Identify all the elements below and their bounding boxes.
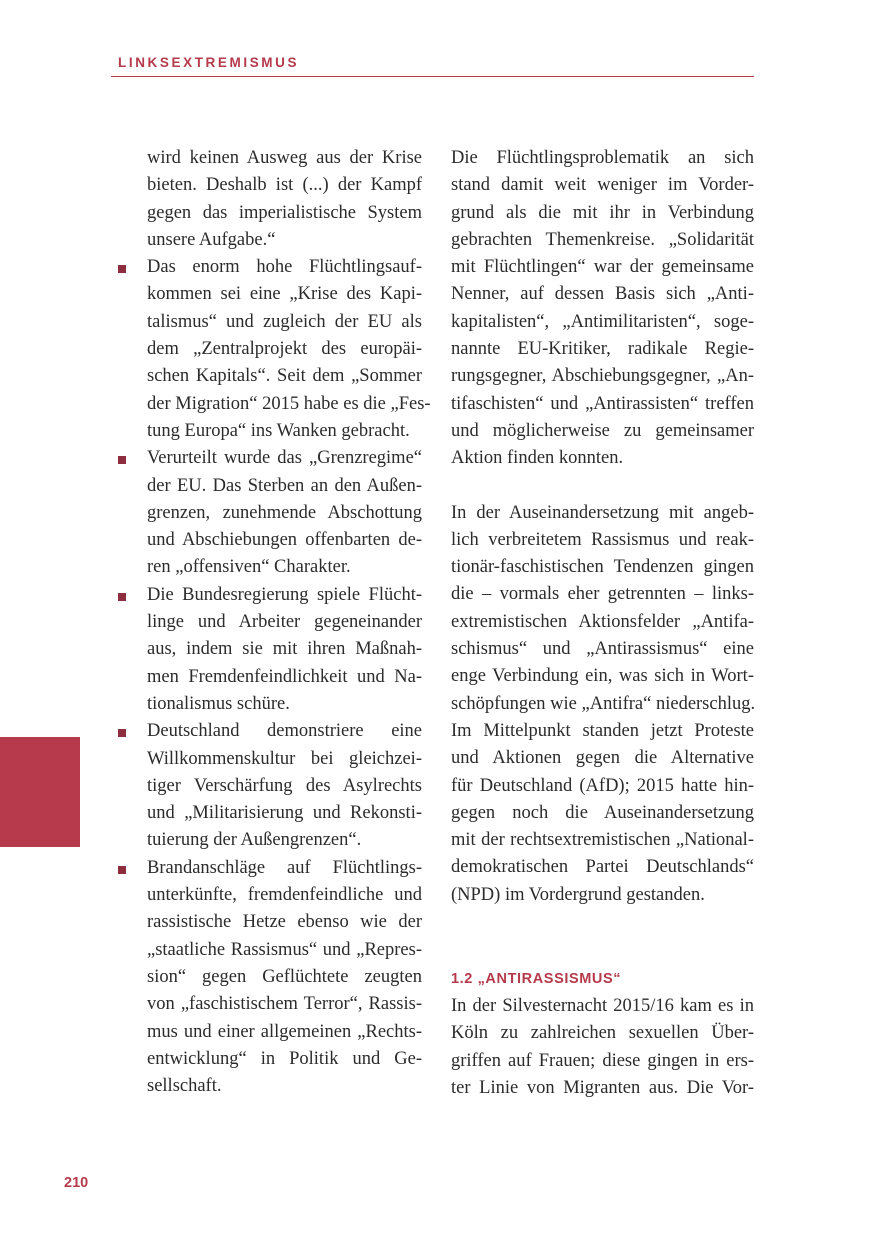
text-line: kapitalisten“, „Antimilitaristen“, soge- xyxy=(451,311,754,332)
bullet-item xyxy=(147,445,422,581)
text-line: und Aktionen gegen die Alternative xyxy=(451,748,754,769)
text-line: Die Bundesregierung spiele Flücht- xyxy=(147,582,422,609)
text-line: enge Verbindung ein, was sich in Wort- xyxy=(451,666,754,687)
text-line: demokratischen Partei Deutschlands“ xyxy=(451,857,754,878)
chapter-side-tab xyxy=(0,737,80,847)
text-line: extremistischen Aktionsfelder „Antifa- xyxy=(451,611,754,632)
text-line: (NPD) im Vordergrund gestanden. xyxy=(451,884,705,905)
text-line: kommen sei eine „Krise des Kapi- xyxy=(147,284,422,305)
text-line: tifaschisten“ und „Antirassisten“ treffen xyxy=(451,393,754,414)
running-head-title: LINKSEXTREMISMUS xyxy=(118,55,300,70)
text-line: von „faschistischem Terror“, Rassis- xyxy=(147,994,422,1015)
text-line: grund als die mit ihr in Verbindung xyxy=(451,202,754,223)
text-line: grenzen, zunehmende Abschottung xyxy=(147,502,422,523)
page-number: 210 xyxy=(64,1175,89,1191)
text-line: ren „offensiven“ Charakter. xyxy=(147,557,351,578)
text-line: aus, indem sie mit ihren Maßnah- xyxy=(147,639,422,660)
text-line: für Deutschland (AfD); 2015 hatte hin- xyxy=(451,775,754,796)
text-line: Nenner, auf dessen Basis sich „Anti- xyxy=(451,284,754,305)
text-line: gebrachten Themenkreise. „Solidarität xyxy=(451,229,754,250)
text-line: Die Flüchtlingsproblematik an sich xyxy=(451,148,754,168)
text-line: rassistische Hetze ebenso wie der xyxy=(147,912,422,933)
text-line: ter Linie von Migranten aus. Die Vor- xyxy=(451,1077,754,1098)
text-line: tuierung der Außengrenzen“. xyxy=(147,830,362,851)
text-line: stand damit weit weniger im Vorder- xyxy=(451,175,754,196)
text-line: Aktion finden konnten. xyxy=(451,448,624,469)
text-line: mus und einer allgemeinen „Rechts- xyxy=(147,1021,422,1042)
continuation-paragraph xyxy=(147,145,422,254)
text-line: griffen auf Frauen; diese gingen in ers- xyxy=(451,1050,754,1071)
text-line: lich verbreitetem Rassismus und reak- xyxy=(451,529,754,550)
text-line: und „Militarisierung und Rekonsti- xyxy=(147,803,422,824)
text-line: schismus“ und „Antirassismus“ eine xyxy=(451,639,754,660)
text-line: Im Mittelpunkt standen jetzt Proteste xyxy=(451,720,754,741)
text-line: und möglicherweise zu gemeinsamer xyxy=(451,420,754,441)
text-line: der EU. Das Sterben an den Außen- xyxy=(147,475,422,496)
bullet-item xyxy=(147,582,422,718)
bullet-item xyxy=(147,718,422,854)
paragraph xyxy=(451,500,754,909)
text-line: sion“ gegen Geflüchtete zeugten xyxy=(147,966,422,987)
text-line: rungsgegner, Abschiebungsgegner, „An- xyxy=(451,366,754,387)
text-line: wird keinen Ausweg aus der Krise xyxy=(147,148,422,168)
text-line: die – vormals eher getrennten – links- xyxy=(451,584,754,605)
bullet-marker-icon xyxy=(118,456,126,464)
text-line: der Migration“ 2015 habe es die „Fes- xyxy=(147,393,431,414)
text-line: Brandanschläge auf Flüchtlings- xyxy=(147,855,422,882)
left-column xyxy=(147,145,431,1100)
text-line: „staatliche Rassismus“ und „Repres- xyxy=(147,939,422,960)
text-line: tiger Verschärfung des Asylrechts xyxy=(147,775,422,796)
text-line: schöpfungen wie „Antifra“ niederschlug. xyxy=(451,693,756,714)
text-line: Willkommenskultur bei gleichzei- xyxy=(147,748,422,769)
paragraph xyxy=(451,145,754,473)
text-line: Köln zu zahlreichen sexuellen Über- xyxy=(451,1023,754,1044)
text-line: linge und Arbeiter gegeneinander xyxy=(147,612,422,633)
paragraph-gap xyxy=(451,473,754,500)
text-line: tionalismus schüre. xyxy=(147,693,290,714)
bullet-item xyxy=(147,855,422,1101)
text-line: Das enorm hohe Flüchtlingsauf- xyxy=(147,254,422,281)
paragraph xyxy=(451,993,754,1102)
header-rule xyxy=(111,76,754,77)
text-line: sellschaft. xyxy=(147,1076,222,1097)
right-column xyxy=(451,145,754,1102)
section-heading: 1.2 „ANTIRASSISMUS“ xyxy=(451,971,622,988)
text-line: tionär-faschistischen Tendenzen gingen xyxy=(451,557,754,578)
bullet-marker-icon xyxy=(118,866,126,874)
text-line: und Abschiebungen offenbarten de- xyxy=(147,530,422,551)
text-line: bieten. Deshalb ist (...) der Kampf xyxy=(147,175,422,196)
bullet-marker-icon xyxy=(118,593,126,601)
bullet-marker-icon xyxy=(118,729,126,737)
text-line: Deutschland demonstriere eine xyxy=(147,718,422,745)
text-line: tung Europa“ ins Wanken gebracht. xyxy=(147,420,410,441)
text-line: unsere Aufgabe.“ xyxy=(147,229,276,250)
text-line: gegen das imperialistische System xyxy=(147,202,422,223)
text-line: entwicklung“ in Politik und Ge- xyxy=(147,1048,422,1069)
text-line: In der Auseinandersetzung mit angeb- xyxy=(451,502,754,523)
text-line: talismus“ und zugleich der EU als xyxy=(147,311,422,332)
bullet-item xyxy=(147,254,431,445)
text-line: men Fremdenfeindlichkeit und Na- xyxy=(147,666,422,687)
text-line: gegen noch die Auseinandersetzung xyxy=(451,802,754,823)
text-line: nannte EU-Kritiker, radikale Regie- xyxy=(451,339,754,360)
text-line: Verurteilt wurde das „Grenzregime“ xyxy=(147,445,422,472)
text-line: mit Flüchtlingen“ war der gemeinsame xyxy=(451,257,754,278)
text-line: schen Kapitals“. Seit dem „Sommer xyxy=(147,366,422,387)
text-line: mit der rechtsextremistischen „National- xyxy=(451,830,754,851)
text-line: In der Silvesternacht 2015/16 kam es in xyxy=(451,996,754,1017)
text-line: dem „Zentralprojekt des europäi- xyxy=(147,339,422,360)
bullet-marker-icon xyxy=(118,265,126,273)
text-line: unterkünfte, fremdenfeindliche und xyxy=(147,885,422,906)
